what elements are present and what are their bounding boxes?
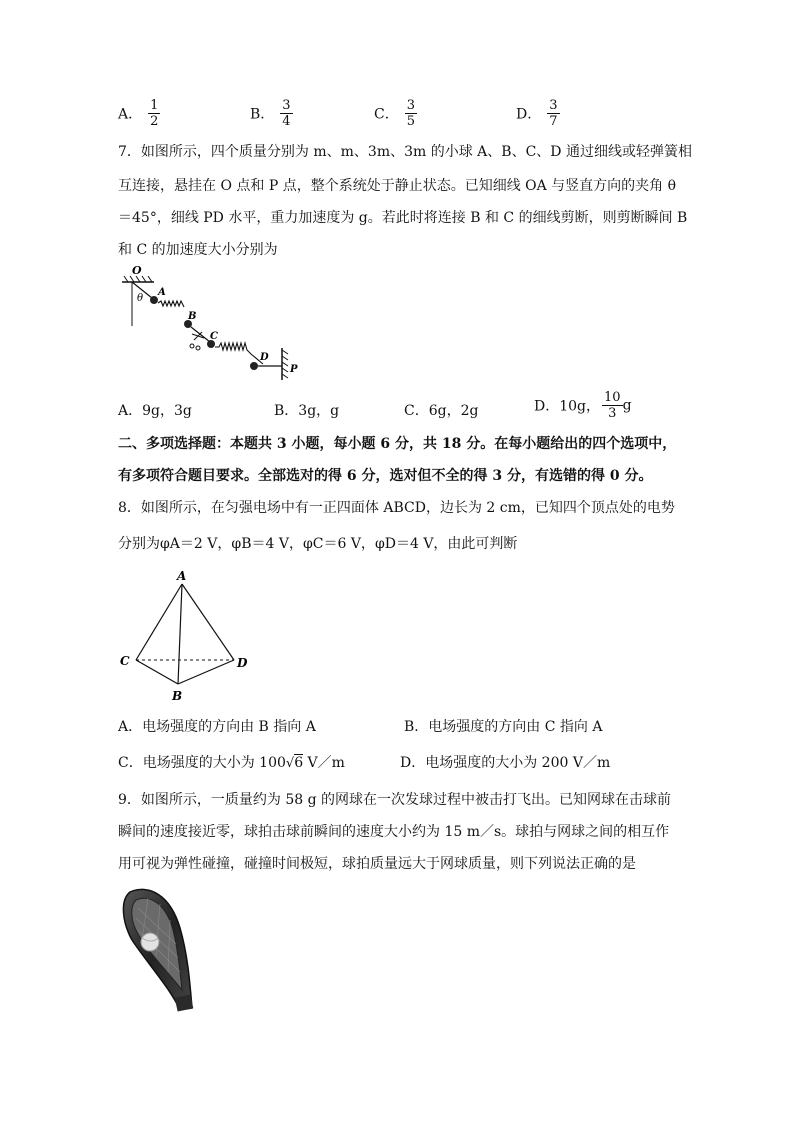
q6-option-d-fraction xyxy=(547,98,559,129)
q9-line-1: 9．如图所示，一质量约为 58 g 的网球在一次发球过程中被击打飞出。已知网球在击球前 xyxy=(118,792,672,808)
q8-line-2 xyxy=(118,534,517,554)
q6-option-d-label: D． xyxy=(516,106,542,123)
q6-option-d-num: 3 xyxy=(549,98,558,113)
q6-option-b xyxy=(250,98,293,129)
label-a: A xyxy=(177,569,187,583)
q7-figure xyxy=(118,262,308,384)
q8-line-2-prefix: 分别为 xyxy=(118,536,160,552)
wall-support xyxy=(282,348,288,380)
q8-phi-c: φC＝6 V， xyxy=(302,536,375,552)
q8-option-c-root: 6 xyxy=(294,755,304,771)
q6-option-b-den: 4 xyxy=(282,114,291,129)
label-a: A xyxy=(158,287,166,298)
q6-option-a-num: 1 xyxy=(150,98,159,113)
label-d: D xyxy=(237,656,248,670)
q8-option-a: A．电场强度的方向由 B 指向 A xyxy=(118,719,316,735)
edge-ab xyxy=(178,584,182,684)
sqrt-icon: √ xyxy=(285,756,295,771)
q6-option-d-den: 7 xyxy=(549,114,558,129)
q7-option-a: A．9g，3g xyxy=(118,403,192,419)
q9-line-2: 瞬间的速度接近零，球拍击球前瞬间的速度大小约为 15 m／s。球拍与网球之间的相互作 xyxy=(118,824,670,840)
q7-option-c: C．6g，2g xyxy=(404,403,479,419)
q7-option-b: B．3g，g xyxy=(274,403,340,419)
q6-option-c-num: 3 xyxy=(406,98,415,113)
q6-option-d xyxy=(516,98,560,129)
label-d: D xyxy=(260,352,269,363)
tennis-racket-photo xyxy=(118,884,198,1014)
q7-option-d-fraction xyxy=(602,390,623,421)
ball-a xyxy=(150,296,158,304)
tennis-ball xyxy=(141,933,159,951)
edge-ad xyxy=(182,584,234,660)
q8-option-c-suffix: V／m xyxy=(303,755,345,771)
q7-line-4: 和 C 的加速度大小分别为 xyxy=(118,242,278,258)
q7-option-d-num: 10 xyxy=(604,390,621,405)
spring-cd xyxy=(215,343,263,364)
q6-option-a xyxy=(118,98,160,129)
q7-option-d-den: 3 xyxy=(608,406,617,421)
q8-line-1: 8．如图所示，在匀强电场中有一正四面体 ABCD，边长为 2 cm，已知四个顶点处的电势 xyxy=(118,500,675,516)
q6-option-c-fraction xyxy=(405,98,417,129)
q9-line-3: 用可视为弹性碰撞，碰撞时间极短，球拍质量远大于网球质量，则下列说法正确的是 xyxy=(118,856,636,872)
q8-phi-d: φD＝4 V，由此可判断 xyxy=(374,536,518,552)
label-c: C xyxy=(210,331,218,342)
q7-option-d-suffix: g xyxy=(622,397,632,414)
q6-option-a-label: A． xyxy=(118,106,143,123)
label-c: C xyxy=(120,654,130,668)
q7-option-d-label: D．10g， xyxy=(534,398,601,415)
q6-option-a-den: 2 xyxy=(150,114,159,129)
edge-ac xyxy=(136,584,182,660)
label-b: B xyxy=(172,689,183,703)
q6-option-b-num: 3 xyxy=(282,98,291,113)
q7-line-3: ＝45°，细线 PD 水平，重力加速度为 g。若此时将连接 B 和 C 的细线剪断，则剪断瞬间 B xyxy=(118,210,688,226)
q7-line-1: 7．如图所示，四个质量分别为 m、m、3m、3m 的小球 A、B、C、D 通过细线或轻弹簧相 xyxy=(118,144,692,160)
label-b: B xyxy=(188,311,197,322)
spring-ab xyxy=(158,301,184,307)
q6-option-c-label: C． xyxy=(374,106,399,123)
edge-cb xyxy=(136,660,178,684)
q7-line-2: 互连接，悬挂在 O 点和 P 点，整个系统处于静止状态。已知细线 OA 与竖直方向的夹角 θ xyxy=(118,178,677,194)
q6-option-b-fraction xyxy=(280,98,292,129)
q6-option-c-den: 5 xyxy=(406,114,415,129)
ball-d xyxy=(250,362,258,370)
scissors-icon xyxy=(190,332,204,350)
q8-option-d: D．电场强度的大小为 200 V／m xyxy=(400,755,611,771)
q8-tetrahedron-figure xyxy=(116,568,256,704)
section-2-line-1: 二、多项选择题：本题共 3 小题，每小题 6 分，共 18 分。在每小题给出的四个选项中， xyxy=(118,436,677,452)
q7-option-d xyxy=(534,390,632,421)
q8-phi-b: φB＝4 V， xyxy=(231,536,303,552)
q6-option-c xyxy=(374,98,417,129)
label-o: O xyxy=(132,264,142,277)
label-theta: θ xyxy=(137,293,144,304)
q6-option-b-label: B． xyxy=(250,106,275,123)
q6-option-a-fraction xyxy=(148,98,160,129)
label-p: P xyxy=(290,364,298,375)
q8-option-c xyxy=(118,752,345,772)
section-2-line-2: 有多项符合题目要求。全部选对的得 6 分，选对但不全的得 3 分，有选错的得 0 分。 xyxy=(118,468,653,484)
edge-bd xyxy=(178,660,234,684)
q8-option-c-prefix: C．电场强度的大小为 100 xyxy=(118,755,286,771)
q8-phi-a: φA＝2 V， xyxy=(160,536,232,552)
q8-option-b: B．电场强度的方向由 C 指向 A xyxy=(404,719,603,735)
